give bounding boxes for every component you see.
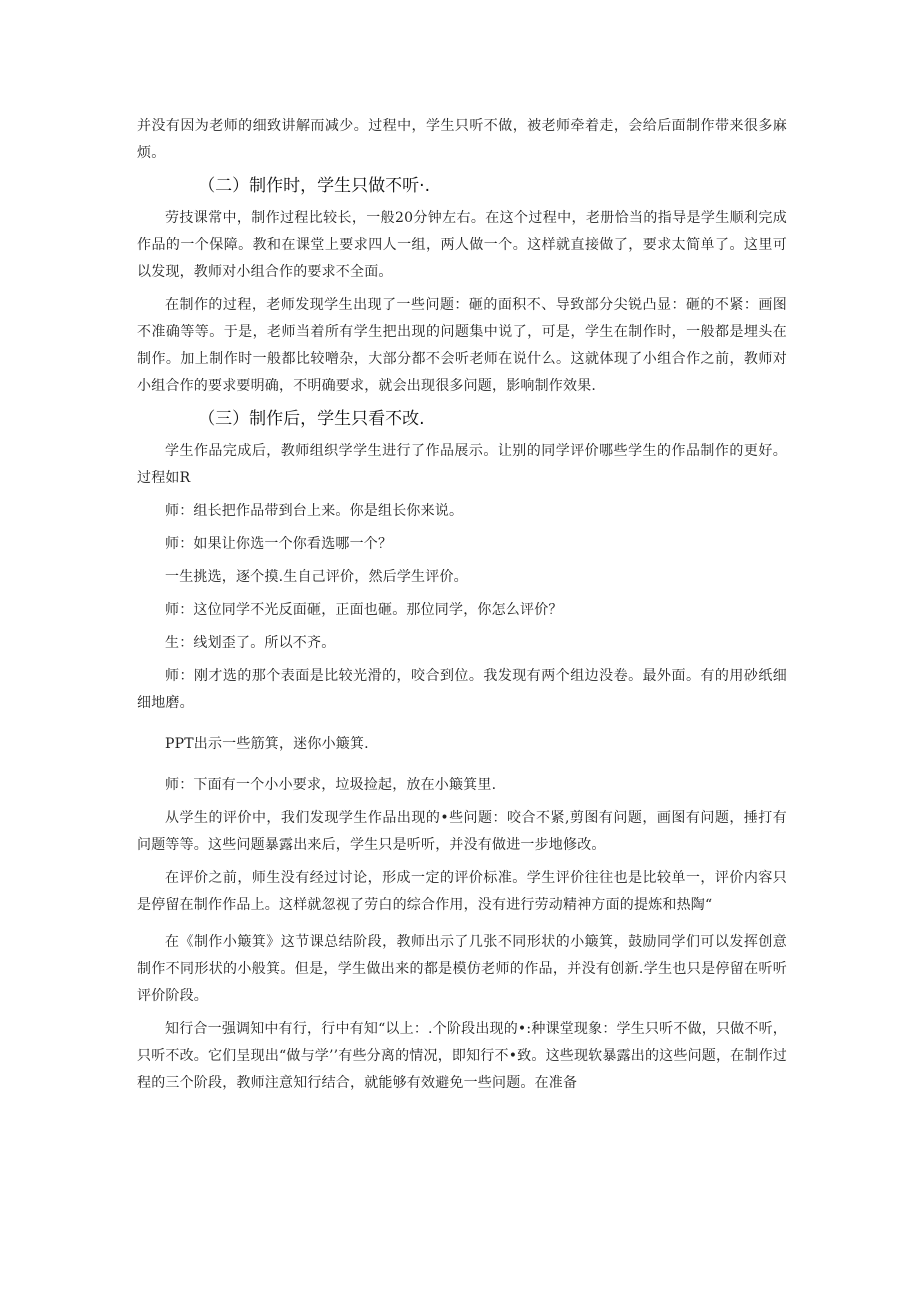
paragraph: 从学生的评价中，我们发现学生作品出现的•些问题：咬合不紧,剪图有问题，画图有问题，捶打有问题等等。这些问题暴露出来后，学生只是听听，并没有做进一步地修改。: [137, 810, 787, 853]
dialogue-line: PPT出示一些筋箕，迷你小簸箕.: [165, 736, 369, 752]
paragraph-continuation: 并没有因为老师的细致讲解而减少。过程中，学生只听不做，被老师牵着走，会给后面制作带来很多麻烦。: [137, 118, 787, 161]
paragraph: 学生作品完成后，教师组织学学生进行了作品展示。让别的同学评价哪些学生的作品制作的更好。过程如R: [137, 443, 787, 486]
dialogue-line: 师：组长把作品带到台上来。你是组长你来说。: [165, 503, 464, 519]
dialogue-line: 师：下面有一个小小要求，垃圾捡起，放在小簸箕里.: [165, 777, 497, 793]
paragraph: 在《制作小簸箕》这节课总结阶段，教师出示了几张不同形状的小簸箕，鼓励同学们可以发挥创意制作不同形状的小般箕。但是，学生做出来的都是模仿老师的作品，并没有创新.学生也只是停留在听听评价阶段。: [137, 934, 787, 1004]
document-body: [137, 113, 787, 1097]
paragraph: 知行合一强调知中有行，行中有知“以上：.个阶段出现的•:种课堂现象：学生只听不做，只做不听，只听不改。它们呈现出“做与学’’有些分离的情况，即知行不•致。这些现软暴露出的这些问题，在制作过程的三个阶段，教师注意知行结合，就能够有效避免一些问题。在准备: [137, 1021, 787, 1091]
paragraph: 在评价之前，师生没有经过讨论，形成一定的评价标准。学生评价往往也是比较单一，评价内容只是停留在制作作品上。这样就忽视了劳白的综合作用，没有进行劳动精神方面的提炼和热陶“: [137, 870, 787, 913]
section-heading-3: （三）制作后，学生只看不改.: [198, 409, 425, 429]
dialogue-line: 师：这位同学不光反面砸，正面也砸。那位同学，你怎么评价？: [165, 602, 563, 618]
dialogue-line: 师：如果让你选一个你看选哪一个？: [165, 536, 393, 552]
dialogue-line: 一生挑选，逐个摸.生自己评价，然后学生评价。: [165, 569, 468, 585]
dialogue-line: 生：线划歪了。所以不齐。: [165, 635, 336, 651]
paragraph: 劳技课常中，制作过程比较长，一般20分钟左右。在这个过程中，老册恰当的指导是学生顺利完成作品的一个保障。教和在课堂上要求四人一组，两人做一个。这样就直接做了，要求太简单了。这里可以发现，教师对小组合作的要求不全面。: [137, 210, 787, 280]
section-heading-2: （二）制作时，学生只做不听·.: [198, 176, 430, 196]
paragraph: 在制作的过程，老师发现学生出现了一些问题：砸的面积不、导致部分尖锐凸显：砸的不紧：画图不准确等等。于是，老师当着所有学生把出现的问题集中说了，可是，学生在制作时，一般都是埋头在制作。加上制作时一般都比较噌杂，大部分都不会听老师在说什么。这就体现了小组合作之前，教师对小组合作的要求要明确，不明确要求，就会出现很多问题，影响制作效果.: [137, 297, 787, 394]
dialogue-line: 师：刚才选的那个表面是比较光滑的，咬合到位。我发现有两个组边没卷。最外面。有的用砂纸细细地磨。: [137, 668, 787, 711]
